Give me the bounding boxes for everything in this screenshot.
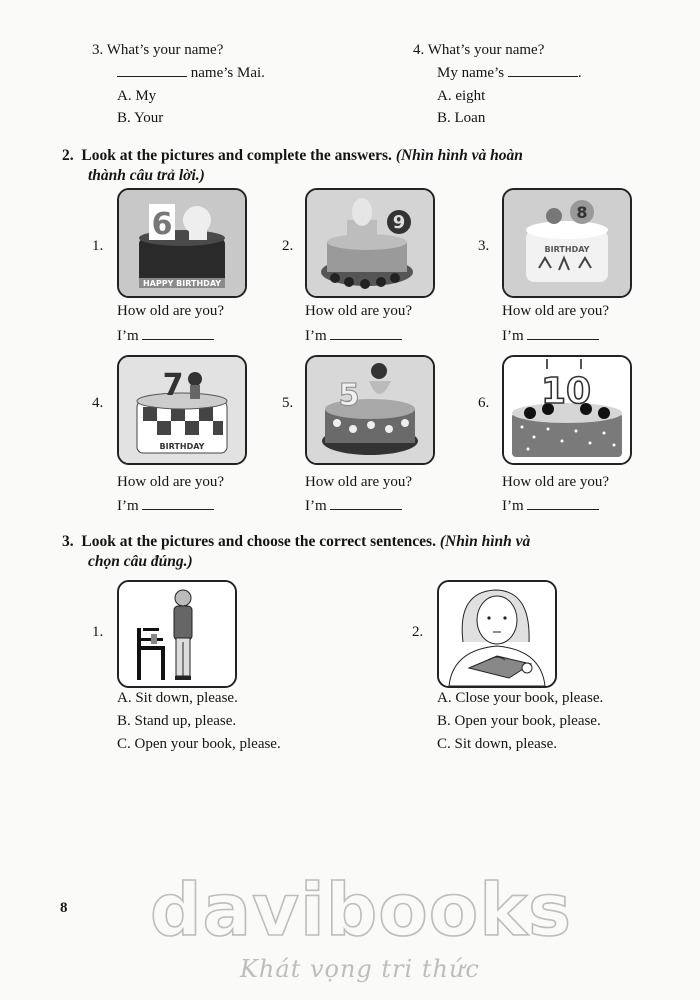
- answer-blank[interactable]: [117, 64, 187, 77]
- birthday-cake-picture: [502, 355, 632, 465]
- how-old-question: How old are you?: [117, 474, 225, 490]
- item-number: 1.: [92, 624, 104, 640]
- how-old-question: How old are you?: [117, 303, 225, 319]
- option-b[interactable]: B. Loan: [437, 110, 486, 126]
- cake-text: BIRTHDAY: [544, 245, 590, 254]
- answer-blank[interactable]: [142, 327, 214, 340]
- birthday-cake-picture: [305, 188, 435, 298]
- option-a[interactable]: A. Close your book, please.: [437, 690, 604, 706]
- answer-line: I’m: [502, 497, 599, 515]
- option-c[interactable]: C. Open your book, please.: [117, 736, 281, 752]
- answer-blank[interactable]: [142, 497, 214, 510]
- cake-number-6: 6: [151, 207, 173, 242]
- option-b[interactable]: B. Your: [117, 110, 164, 126]
- answer-blank[interactable]: [330, 327, 402, 340]
- cake-text: HAPPY BIRTHDAY: [142, 279, 222, 288]
- item-number: 6.: [478, 395, 490, 411]
- birthday-cake-picture: [117, 355, 247, 465]
- question-4: 4. What’s your name?: [413, 42, 545, 58]
- answer-line: I’m: [117, 497, 214, 515]
- item-number: 2.: [412, 624, 424, 640]
- answer-blank[interactable]: [330, 497, 402, 510]
- cake-number-7: 7: [162, 368, 184, 403]
- cake-number-10: 10: [540, 371, 592, 412]
- answer-line: I’m: [117, 327, 214, 345]
- item-number: 5.: [282, 395, 294, 411]
- how-old-question: How old are you?: [502, 474, 610, 490]
- birthday-cake-picture: [117, 188, 247, 298]
- answer-line-3: name’s Mai.: [117, 64, 265, 82]
- birthday-cake-picture: [502, 188, 632, 298]
- option-a[interactable]: A. eight: [437, 88, 486, 104]
- cake-number-5: 5: [338, 378, 360, 413]
- stand-up-picture: [117, 580, 237, 688]
- birthday-cake-picture: [305, 355, 435, 465]
- item-number: 1.: [92, 238, 104, 254]
- how-old-question: How old are you?: [305, 303, 413, 319]
- item-number: 2.: [282, 238, 294, 254]
- answer-blank[interactable]: [527, 497, 599, 510]
- brand-slogan: Khát vọng tri thức: [240, 955, 480, 983]
- exercise-2-heading: 2. Look at the pictures and complete the answers. (Nhìn hình và hoàn: [62, 147, 523, 164]
- how-old-question: How old are you?: [502, 303, 610, 319]
- option-c[interactable]: C. Sit down, please.: [437, 736, 557, 752]
- option-a[interactable]: A. My: [117, 88, 157, 104]
- how-old-question: How old are you?: [305, 474, 413, 490]
- cake-number-9: 9: [392, 212, 406, 233]
- option-b[interactable]: B. Open your book, please.: [437, 713, 601, 729]
- brand-watermark: davibooks: [150, 868, 572, 952]
- answer-line-4: My name’s .: [437, 65, 582, 81]
- exercise-3-heading-cont: chọn câu đúng.): [88, 553, 193, 570]
- question-3: 3. What’s your name?: [92, 42, 224, 58]
- answer-line: I’m: [305, 327, 402, 345]
- answer-line: I’m: [305, 497, 402, 515]
- item-number: 3.: [478, 238, 490, 254]
- option-a[interactable]: A. Sit down, please.: [117, 690, 238, 706]
- page-number: 8: [60, 900, 68, 916]
- option-b[interactable]: B. Stand up, please.: [117, 713, 237, 729]
- exercise-3-heading: 3. Look at the pictures and choose the correct sentences. (Nhìn hình và: [62, 533, 531, 550]
- item-number: 4.: [92, 395, 104, 411]
- answer-line: I’m: [502, 327, 599, 345]
- close-book-picture: [437, 580, 557, 688]
- cake-text: BIRTHDAY: [159, 442, 205, 451]
- exercise-2-heading-cont: thành câu trả lời.): [88, 167, 205, 184]
- answer-blank[interactable]: [508, 64, 578, 77]
- cake-number-8: 8: [576, 203, 588, 222]
- answer-blank[interactable]: [527, 327, 599, 340]
